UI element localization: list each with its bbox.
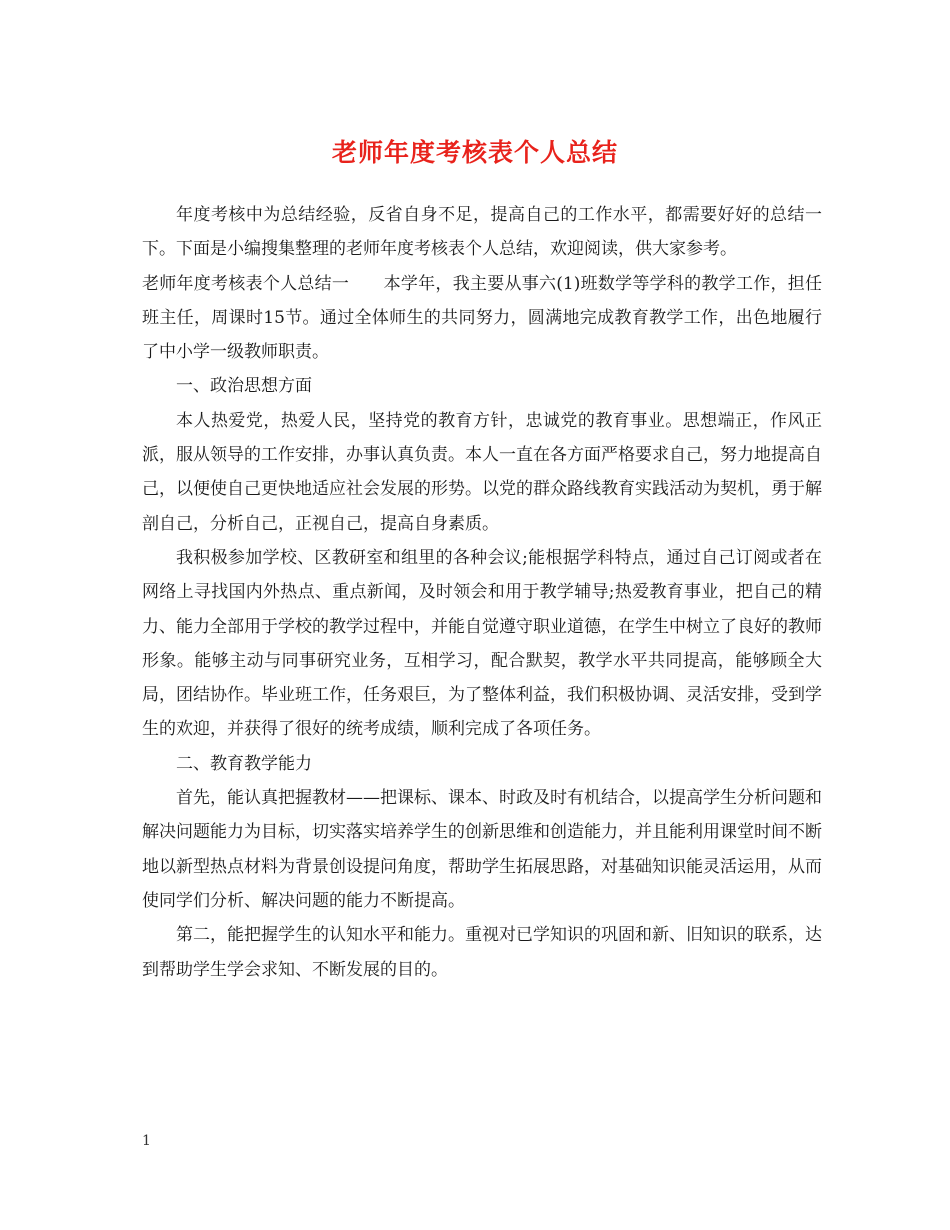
document-body bbox=[142, 198, 822, 987]
paragraph-teaching-second: 第二，能把握学生的认知水平和能力。重视对已学知识的巩固和新、旧知识的联系，达到帮助学生学会求知、不断发展的目的。 bbox=[142, 925, 822, 980]
paragraph-intro: 年度考核中为总结经验，反省自身不足，提高自己的工作水平，都需要好好的总结一下。下面是小编搜集整理的老师年度考核表个人总结，欢迎阅读，供大家参考。 bbox=[142, 205, 822, 260]
heading-teaching-ability: 二、教育教学能力 bbox=[176, 753, 312, 774]
paragraph-participation: 我积极参加学校、区教研室和组里的各种会议;能根据学科特点，通过自己订阅或者在网络上寻找国内外热点、重点新闻，及时领会和用于教学辅导;热爱教育事业，把自己的精力、能力全部用于学校的教学过程中，并能自觉遵守职业道德，在学生中树立了良好的教师形象。能够主动与同事研究业务，互相学习，配合默契，教学水平共同提高，能够顾全大局，团结协作。毕业班工作，任务艰巨，为了整体利益，我们积极协调、灵活安排，受到学生的欢迎，并获得了很好的统考成绩，顺利完成了各项任务。 bbox=[142, 547, 822, 740]
page-number: 1 bbox=[142, 1133, 151, 1149]
paragraph-political-thought: 本人热爱党，热爱人民，坚持党的教育方针，忠诚党的教育事业。思想端正，作风正派，服从领导的工作安排，办事认真负责。本人一直在各方面严格要求自己，努力地提高自己，以便使自己更快地适应社会发展的形势。以党的群众路线教育实践活动为契机，勇于解剖自己，分析自己，正视自己，提高自身素质。 bbox=[142, 410, 822, 534]
paragraph-section-one-opening: 老师年度考核表个人总结一 本学年，我主要从事六(1)班数学等学科的教学工作，担任班主任，周课时15节。通过全体师生的共同努力，圆满地完成教育教学工作，出色地履行了中小学一级教师职责。 bbox=[142, 273, 822, 363]
paragraph-teaching-first: 首先，能认真把握教材——把课标、课本、时政及时有机结合，以提高学生分析问题和解决问题能力为目标，切实落实培养学生的创新思维和创造能力，并且能利用课堂时间不断地以新型热点材料为背景创设提问角度，帮助学生拓展思路，对基础知识能灵活运用，从而使同学们分析、解决问题的能力不断提高。 bbox=[142, 788, 822, 911]
heading-political-thought: 一、政治思想方面 bbox=[176, 376, 312, 397]
document-title: 老师年度考核表个人总结 bbox=[331, 138, 618, 167]
